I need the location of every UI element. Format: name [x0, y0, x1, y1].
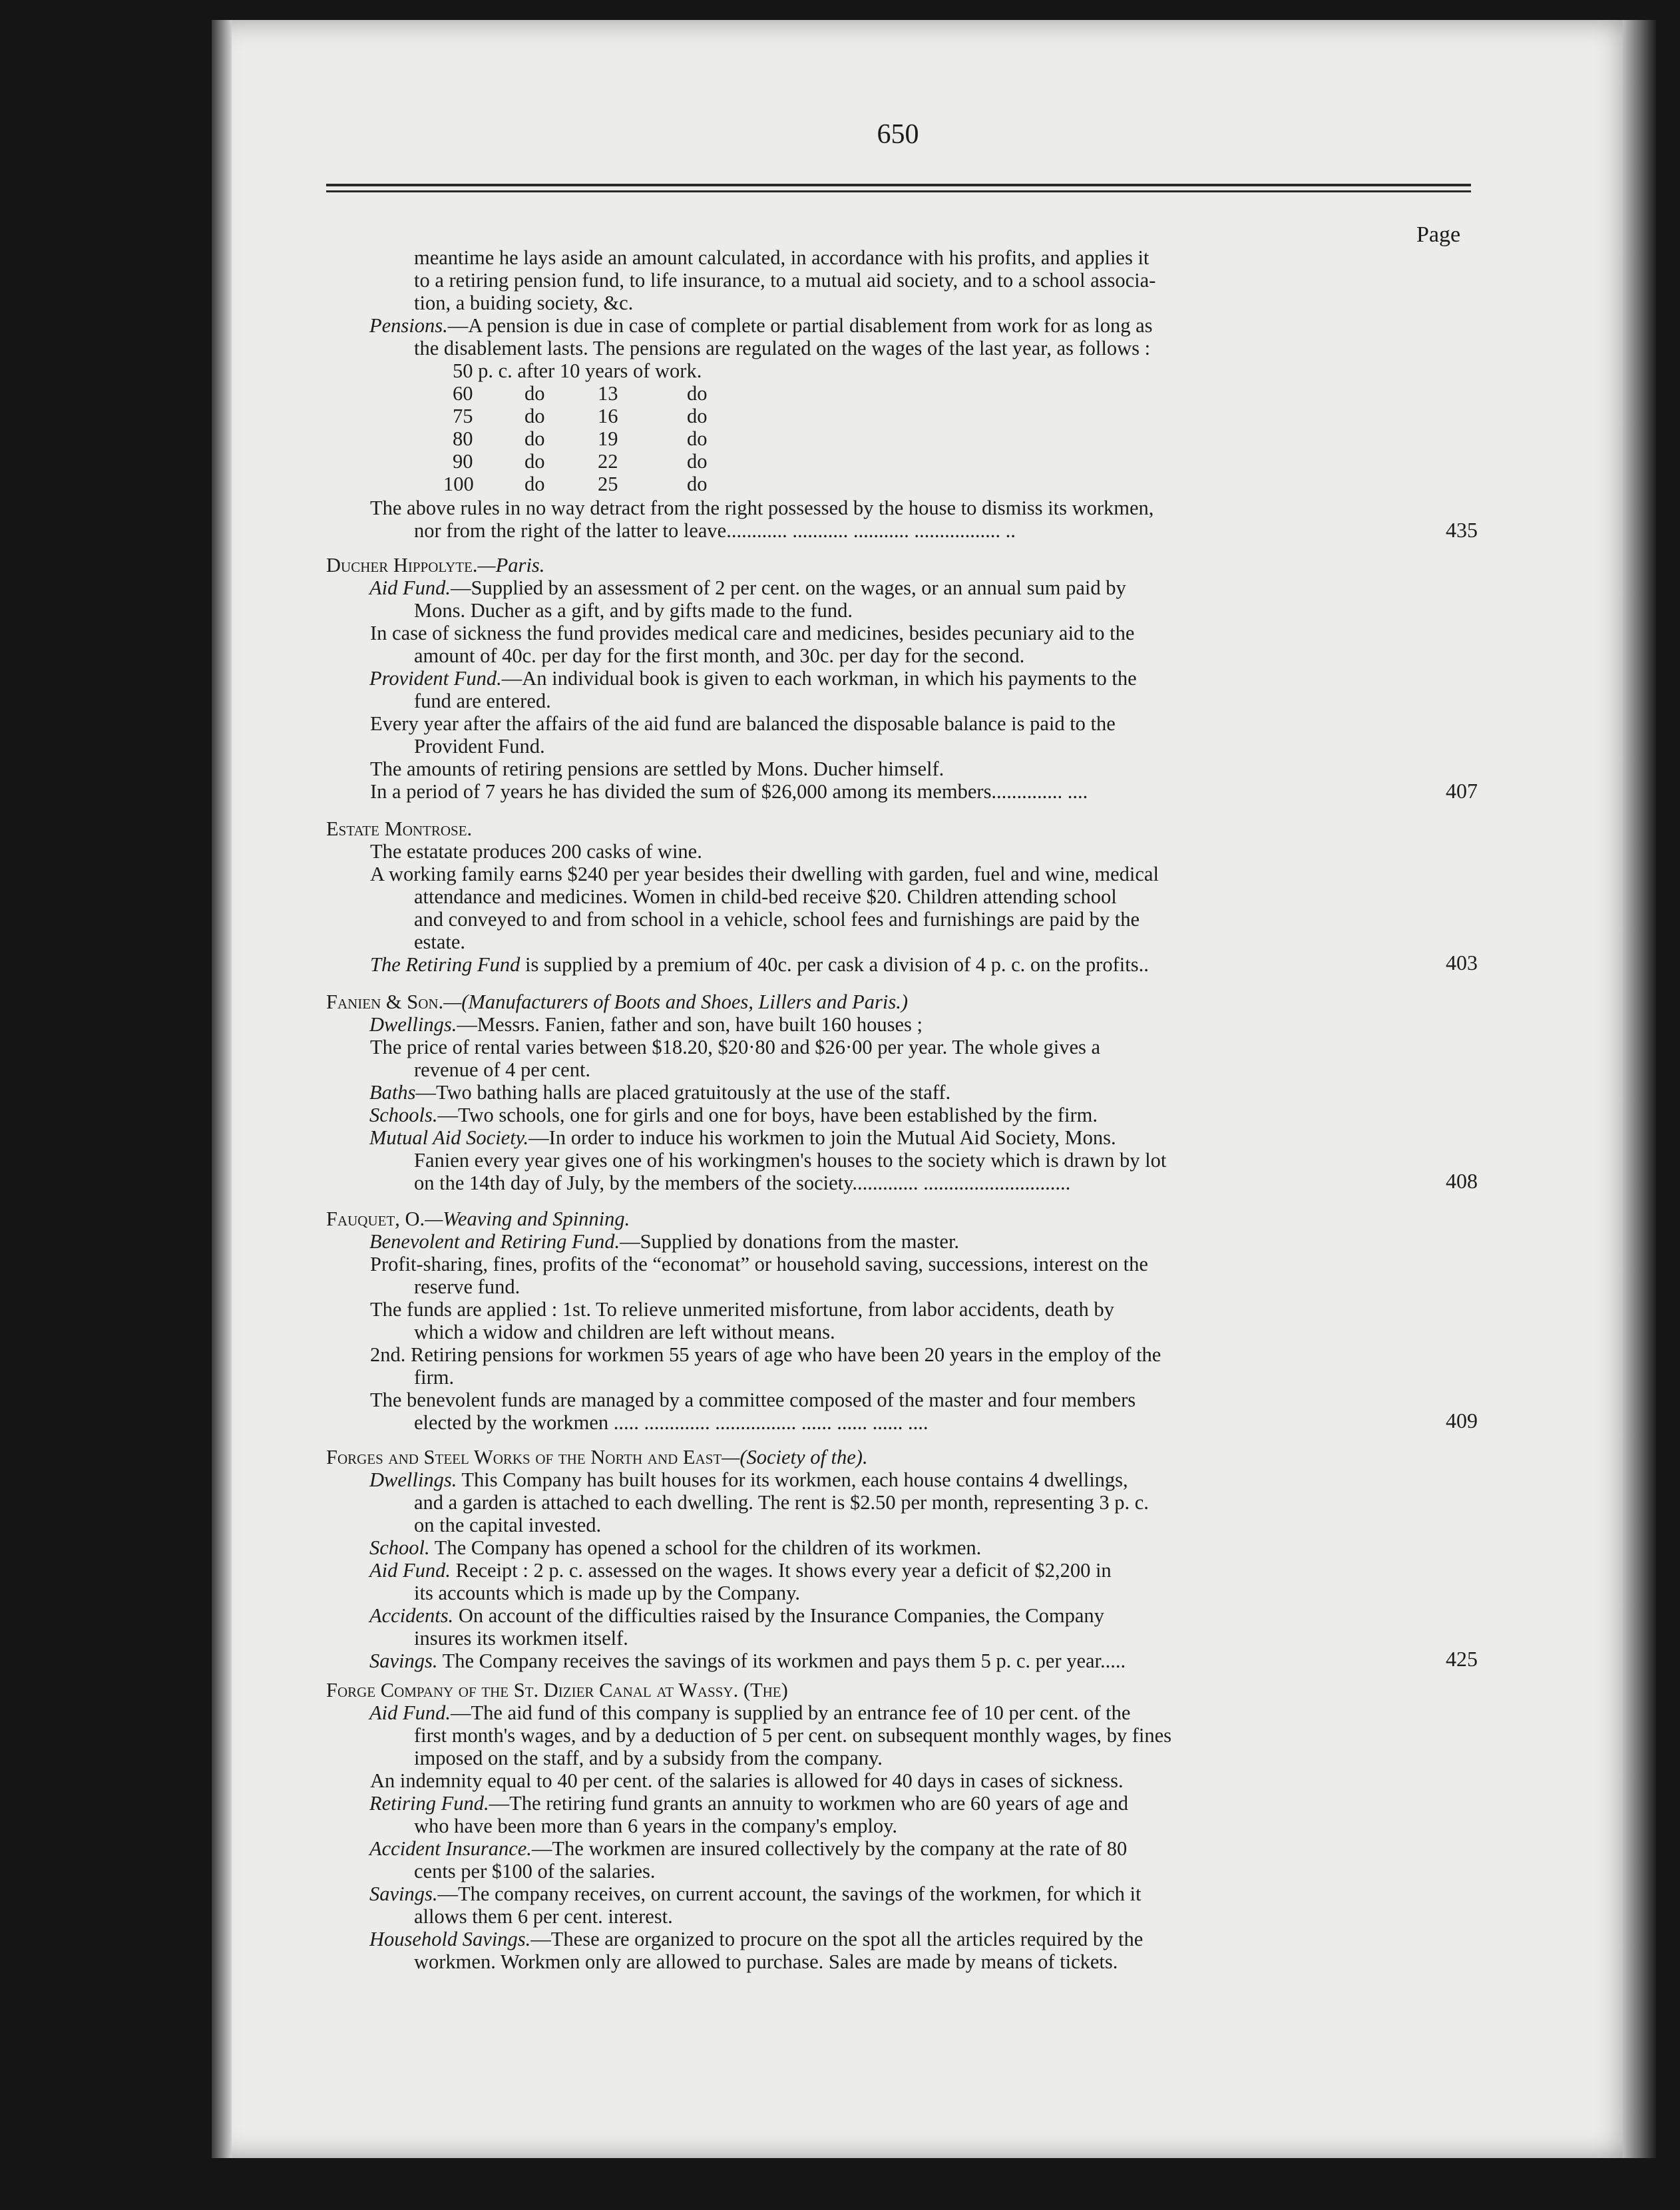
text-line: its accounts which is made up by the Company. [414, 1582, 800, 1604]
text-line: Mons. Ducher as a gift, and by gifts made to the fund. [414, 599, 853, 622]
page-reference: 408 [1446, 1169, 1478, 1193]
subsection-label: Provident Fund. [369, 667, 502, 690]
text-line: The funds are applied : 1st. To relieve unmerited misfortune, from labor accidents, death by [370, 1298, 1114, 1321]
page-reference: 435 [1446, 518, 1478, 542]
text-line: nor from the right of the latter to leave............ ........... ........... ................. .. [414, 519, 1016, 542]
header-rule-thin [326, 190, 1471, 192]
text-line: imposed on the staff, and by a subsidy from the company. [414, 1747, 883, 1769]
page-reference: 409 [1446, 1409, 1478, 1433]
text-line: Fanien every year gives one of his workingmen's houses to the society which is drawn by lot [414, 1149, 1167, 1172]
text-line: on the capital invested. [414, 1514, 602, 1536]
subsection-label: Aid Fund. [369, 576, 451, 599]
subsection-label: Dwellings. [369, 1468, 457, 1491]
text-line: and conveyed to and from school in a vehicle, school fees and furnishings are paid by the [414, 908, 1140, 931]
subsection-label: Aid Fund. [369, 1559, 451, 1582]
entry-subsection: Savings.—The company receives, on current account, the savings of the workmen, for which it [369, 1882, 1142, 1905]
text-line: on the 14th day of July, by the members of the society............. ............................. [414, 1172, 1071, 1194]
subsection-label: Dwellings. [369, 1013, 457, 1036]
text-line: estate. [414, 931, 466, 953]
text-line: In case of sickness the fund provides medical care and medicines, besides pecuniary aid to the [370, 622, 1135, 644]
text-line: 2nd. Retiring pensions for workmen 55 years of age who have been 20 years in the employ of the [370, 1343, 1161, 1366]
text-line: who have been more than 6 years in the company's employ. [414, 1815, 897, 1837]
entry-subsection: Retiring Fund.—The retiring fund grants an annuity to workmen who are 60 years of age and [369, 1792, 1129, 1815]
text-line: A working family earns $240 per year besides their dwelling with garden, fuel and wine, medical [370, 863, 1159, 885]
entry-heading: Fanien & Son.—(Manufacturers of Boots and Shoes, Lillers and Paris.) [326, 991, 909, 1013]
entry-subsection: Baths—Two bathing halls are placed gratuitously at the use of the staff. [369, 1081, 951, 1104]
text-line: An indemnity equal to 40 per cent. of the salaries is allowed for 40 days in cases of sickness. [370, 1769, 1124, 1792]
text-line: first month's wages, and by a deduction of 5 per cent. on subsequent monthly wages, by fines [414, 1724, 1172, 1747]
entry-subsection: Mutual Aid Society.—In order to induce his workmen to join the Mutual Aid Society, Mons. [369, 1126, 1116, 1149]
entry-heading: Forges and Steel Works of the North and East—(Society of the). [326, 1446, 868, 1468]
entry-subsection: Aid Fund.—The aid fund of this company is supplied by an entrance fee of 10 per cent. of the [369, 1701, 1131, 1724]
entry-subsection: Dwellings. This Company has built houses for its workmen, each house contains 4 dwellings, [369, 1468, 1128, 1491]
text-line: The price of rental varies between $18.20, $20·80 and $26·00 per year. The whole gives a [370, 1036, 1101, 1058]
page-reference: 425 [1446, 1647, 1478, 1671]
entry-subsection: Aid Fund.—Supplied by an assessment of 2 per cent. on the wages, or an annual sum paid by [369, 576, 1126, 599]
page-column-heading: Page [1416, 222, 1461, 247]
entry-subsection: School. The Company has opened a school for the children of its workmen. [369, 1536, 982, 1559]
text-line: fund are entered. [414, 690, 551, 712]
page-reference: 403 [1446, 951, 1478, 975]
text-line: reserve fund. [414, 1275, 521, 1298]
entry-heading: Estate Montrose. [326, 817, 473, 840]
text-line: In a period of 7 years he has divided the sum of $26,000 among its members.............. .... [370, 780, 1088, 803]
entry-subsection: Accident Insurance.—The workmen are insured collectively by the company at the rate of 80 [369, 1837, 1128, 1860]
subsection-label: Pensions. [369, 314, 448, 337]
text-line: attendance and medicines. Women in child-bed receive $20. Children attending school [414, 885, 1117, 908]
text-line: Profit-sharing, fines, profits of the “economat” or household saving, successions, interest on the [370, 1253, 1148, 1275]
subsection-label: Baths [369, 1081, 416, 1104]
entry-subsection: Dwellings.—Messrs. Fanien, father and son, have built 160 houses ; [369, 1013, 923, 1036]
text-line: allows them 6 per cent. interest. [414, 1905, 673, 1928]
text-line: insures its workmen itself. [414, 1627, 628, 1650]
entry-subsection: Benevolent and Retiring Fund.—Supplied by donations from the master. [369, 1230, 960, 1253]
subsection-label: Household Savings. [369, 1928, 531, 1950]
text-line: workmen. Workmen only are allowed to purchase. Sales are made by means of tickets. [414, 1950, 1118, 1973]
page-edge [1623, 20, 1656, 2158]
subsection-label: Savings. [369, 1650, 438, 1672]
text-line: firm. [414, 1366, 455, 1389]
text-line: The above rules in no way detract from the right possessed by the house to dismiss its workmen, [370, 497, 1154, 519]
binding-gutter [212, 20, 232, 2158]
text-line: the disablement lasts. The pensions are regulated on the wages of the last year, as follows : [414, 337, 1151, 359]
entry-subsection: Schools.—Two schools, one for girls and one for boys, have been established by the firm. [369, 1104, 1098, 1126]
subsection-label: Benevolent and Retiring Fund. [369, 1230, 620, 1253]
text-line: cents per $100 of the salaries. [414, 1860, 656, 1882]
entry-subsection: Provident Fund.—An individual book is given to each workman, in which his payments to the [369, 667, 1137, 690]
text-line: Provident Fund. [414, 735, 545, 758]
subsection-label: Savings. [369, 1882, 438, 1905]
page-reference: 407 [1446, 779, 1478, 803]
subsection-label: The Retiring Fund [370, 953, 521, 976]
entry-subsection: Aid Fund. Receipt : 2 p. c. assessed on the wages. It shows every year a deficit of $2,200 in [369, 1559, 1112, 1582]
subsection-label: Mutual Aid Society. [369, 1126, 529, 1149]
text-line: meantime he lays aside an amount calculated, in accordance with his profits, and applies it [414, 246, 1150, 269]
subsection-label: Schools. [369, 1104, 438, 1126]
subsection-label: School. [369, 1536, 430, 1559]
text-line: The benevolent funds are managed by a committee composed of the master and four members [370, 1389, 1136, 1411]
header-rule [326, 184, 1471, 186]
entry-subsection: Savings. The Company receives the savings of its workmen and pays them 5 p. c. per year..... [369, 1650, 1126, 1672]
text-line: and a garden is attached to each dwelling. The rent is $2.50 per month, representing 3 p. c. [414, 1491, 1149, 1514]
text-line: amount of 40c. per day for the first month, and 30c. per day for the second. [414, 644, 1025, 667]
entry-subsection: Household Savings.—These are organized to procure on the spot all the articles required by the [369, 1928, 1144, 1950]
text-line: to a retiring pension fund, to life insurance, to a mutual aid society, and to a school associa- [414, 269, 1156, 292]
text-line: which a widow and children are left without means. [414, 1321, 835, 1343]
entry-heading: Fauquet, O.—Weaving and Spinning. [326, 1208, 630, 1230]
text-line: The amounts of retiring pensions are settled by Mons. Ducher himself. [370, 758, 945, 780]
subsection-label: Accidents. [369, 1604, 454, 1627]
subsection-label: Accident Insurance. [369, 1837, 532, 1860]
entry-subsection: Accidents. On account of the difficulties raised by the Insurance Companies, the Company [369, 1604, 1104, 1627]
subsection-label: Aid Fund. [369, 1701, 451, 1724]
entry-heading: Ducher Hippolyte.—Paris. [326, 554, 545, 576]
text-line: tion, a buiding society, &c. [414, 292, 634, 314]
entry-heading: Forge Company of the St. Dizier Canal at Wassy. (The) [326, 1679, 788, 1701]
text-line: revenue of 4 per cent. [414, 1058, 591, 1081]
text-line: elected by the workmen ..... ............. ................ ...... ...... ...... .... [414, 1411, 929, 1434]
text-line: Every year after the affairs of the aid fund are balanced the disposable balance is paid to the [370, 712, 1116, 735]
entry-subsection: Pensions.—A pension is due in case of complete or partial disablement from work for as long as [369, 314, 1153, 337]
pension-first-row: 50 p. c. after 10 years of work. [453, 359, 702, 382]
entry-subsection: The Retiring Fund is supplied by a premium of 40c. per cask a division of 4 p. c. on the profits.. [370, 953, 1149, 976]
text-line: The estatate produces 200 casks of wine. [370, 840, 702, 863]
subsection-label: Retiring Fund. [369, 1792, 489, 1815]
page-number: 650 [877, 119, 919, 150]
